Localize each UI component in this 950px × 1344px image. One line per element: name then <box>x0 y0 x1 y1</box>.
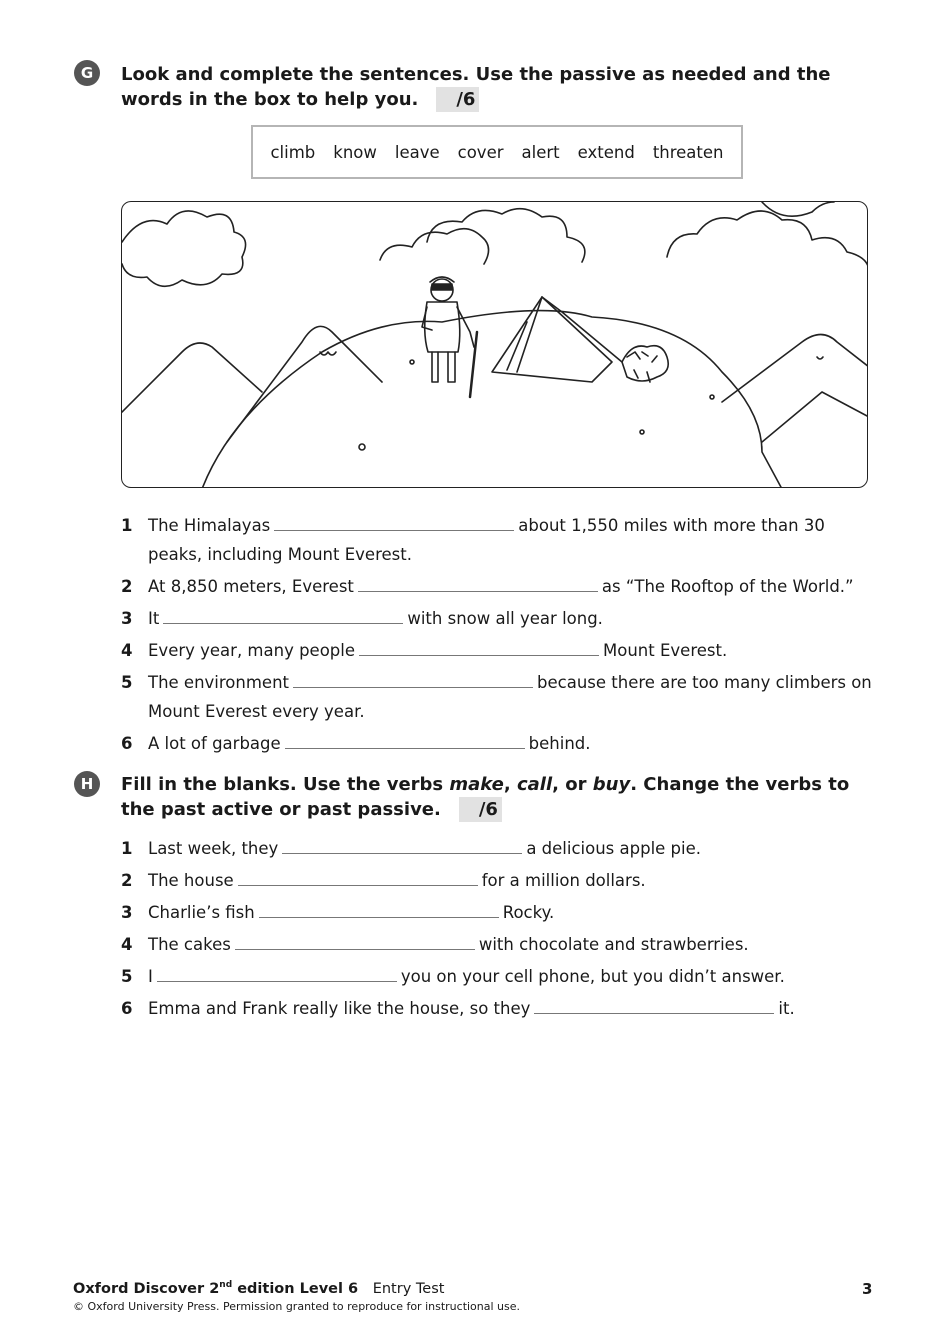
answer-blank[interactable] <box>163 611 403 624</box>
footer-title-level: edition Level 6 <box>232 1280 359 1297</box>
question-text-after: with snow all year long. <box>407 609 603 628</box>
question-h5 <box>121 962 881 991</box>
instruction-text: Fill in the blanks. Use the verbs <box>121 774 450 795</box>
section-g-score: /6 <box>436 87 479 112</box>
question-text-before: Charlie’s fish <box>148 903 255 922</box>
answer-blank[interactable] <box>282 841 522 854</box>
question-number: 5 <box>121 673 133 692</box>
word-box-item: threaten <box>652 142 724 162</box>
question-g6 <box>121 729 881 758</box>
verb-buy: buy <box>592 774 631 795</box>
question-text-before: Every year, many people <box>148 641 356 660</box>
question-text-after: behind. <box>528 734 591 753</box>
word-box-item: alert <box>521 142 560 162</box>
answer-blank[interactable] <box>359 643 599 656</box>
page-number: 3 <box>862 1280 873 1298</box>
section-h-instruction <box>121 772 881 822</box>
mountain-right <box>722 335 868 403</box>
word-box-item: leave <box>394 142 440 162</box>
answer-blank[interactable] <box>238 873 478 886</box>
question-number: 6 <box>121 999 133 1018</box>
word-box <box>251 125 743 179</box>
question-g2 <box>121 572 881 601</box>
question-text-after: a delicious apple pie. <box>526 839 702 858</box>
word-box-item: know <box>333 142 377 162</box>
question-number: 3 <box>121 903 133 922</box>
word-box-item: climb <box>270 142 316 162</box>
answer-blank[interactable] <box>285 736 525 749</box>
question-text-before: The environment <box>148 673 290 692</box>
garbage-pile <box>622 346 668 381</box>
question-text-before: The cakes <box>148 935 231 954</box>
question-text-after: about 1,550 miles with more than 30 peaks, including Mount Everest. <box>148 516 825 564</box>
question-number: 3 <box>121 609 133 628</box>
footer-title <box>73 1280 444 1297</box>
question-text-after: it. <box>778 999 795 1018</box>
question-h3 <box>121 898 881 927</box>
answer-blank[interactable] <box>293 675 533 688</box>
word-box-item: extend <box>577 142 635 162</box>
question-text-before: The Himalayas <box>148 516 271 535</box>
question-text-after: you on your cell phone, but you didn’t answer. <box>400 967 785 986</box>
mountain-left <box>227 326 382 442</box>
verb-call: call <box>516 774 553 795</box>
question-text-before: Last week, they <box>148 839 279 858</box>
footer-title-bold: Oxford Discover 2 <box>73 1280 220 1297</box>
question-number: 1 <box>121 839 133 858</box>
question-text-before: A lot of garbage <box>148 734 281 753</box>
question-text-after: Mount Everest. <box>603 641 728 660</box>
footer-copyright: © Oxford University Press. Permission granted to reproduce for instructional use. <box>73 1300 521 1313</box>
question-number: 5 <box>121 967 133 986</box>
main-hill <box>202 311 782 488</box>
section-h-score: /6 <box>459 797 502 822</box>
answer-blank[interactable] <box>157 969 397 982</box>
cloud-left <box>122 211 246 286</box>
question-text-before: At 8,850 meters, Everest <box>148 577 354 596</box>
question-text-before: It <box>148 609 160 628</box>
question-g3 <box>121 604 881 633</box>
section-g-instruction <box>121 62 881 112</box>
cloud-center <box>427 209 585 262</box>
question-text-after: Rocky. <box>502 903 555 922</box>
answer-blank[interactable] <box>235 937 475 950</box>
word-box-item: cover <box>457 142 504 162</box>
instruction-separator: , or <box>552 774 593 795</box>
instruction-text: . Change the verbs to the past active or past passive. <box>121 774 850 820</box>
verb-make: make <box>449 774 504 795</box>
question-number: 4 <box>121 935 133 954</box>
question-number: 1 <box>121 516 133 535</box>
question-text-before: Emma and Frank really like the house, so they <box>148 999 531 1018</box>
section-h-badge: H <box>74 771 100 797</box>
cloud-right <box>667 211 868 272</box>
question-g5 <box>121 668 881 726</box>
question-text-after: because there are too many climbers on Mount Everest every year. <box>148 673 872 721</box>
section-g-badge: G <box>74 60 100 86</box>
question-g1 <box>121 511 881 569</box>
footer-subtitle: Entry Test <box>372 1280 445 1297</box>
instruction-separator: , <box>503 774 517 795</box>
question-text-after: as “The Rooftop of the World.” <box>601 577 854 596</box>
answer-blank[interactable] <box>358 579 598 592</box>
question-h4 <box>121 930 881 959</box>
answer-blank[interactable] <box>259 905 499 918</box>
mountain-far-left <box>122 343 262 412</box>
question-h6 <box>121 994 881 1023</box>
answer-blank[interactable] <box>274 518 514 531</box>
climber-figure <box>422 277 477 397</box>
question-text-before: I <box>148 967 153 986</box>
question-h1 <box>121 834 881 863</box>
question-text-after: for a million dollars. <box>481 871 646 890</box>
cloud-center-left <box>380 229 489 264</box>
question-number: 4 <box>121 641 133 660</box>
mountain-far-right <box>762 392 868 442</box>
footer-title-sup: nd <box>219 1280 233 1290</box>
question-g4 <box>121 636 881 665</box>
question-text-before: The house <box>148 871 234 890</box>
mountain-climber-illustration <box>121 201 868 488</box>
answer-blank[interactable] <box>534 1001 774 1014</box>
section-g-instruction-text: Look and complete the sentences. Use the passive as needed and the words in the box to help you. <box>121 64 831 110</box>
question-text-after: with chocolate and strawberries. <box>478 935 749 954</box>
question-h2 <box>121 866 881 895</box>
question-number: 2 <box>121 577 133 596</box>
question-number: 6 <box>121 734 133 753</box>
question-number: 2 <box>121 871 133 890</box>
